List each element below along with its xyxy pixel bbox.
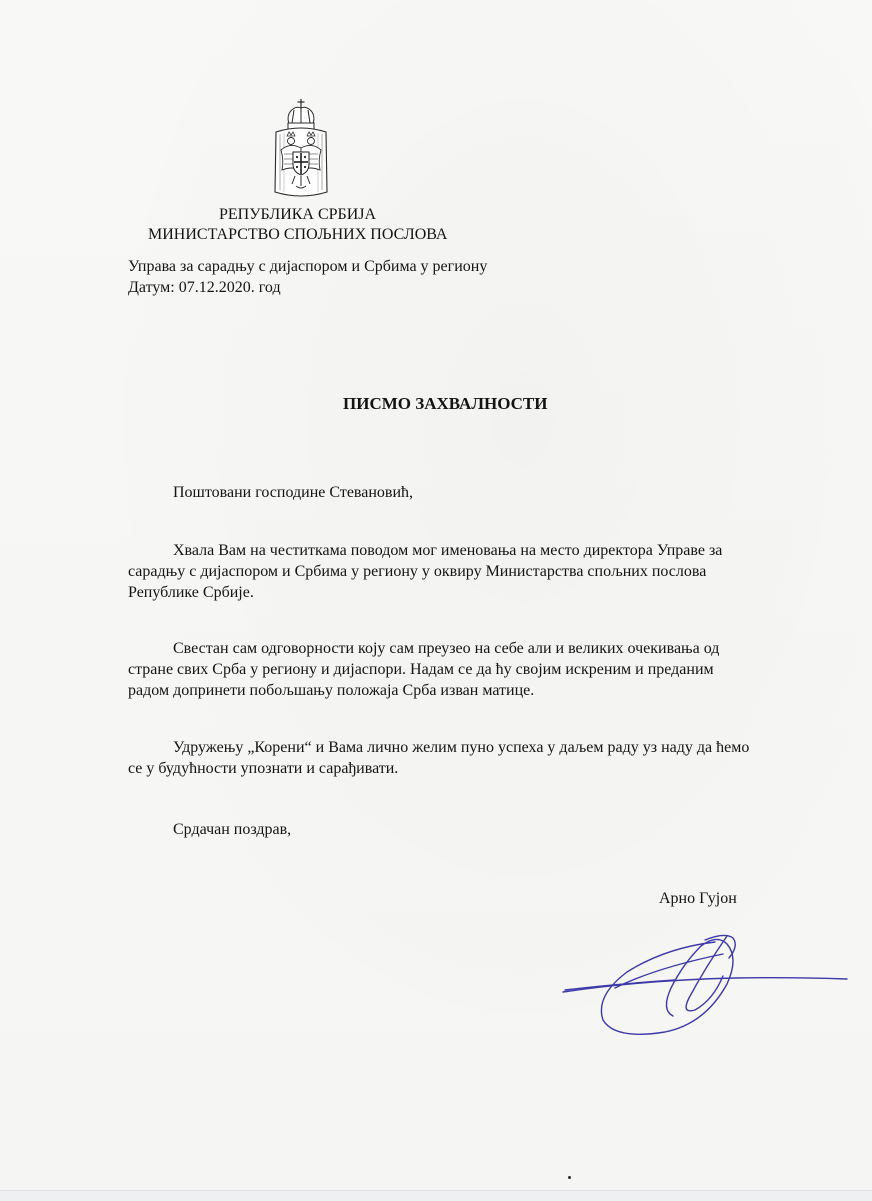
ministry-header-country: РЕПУБЛИКА СРБИЈА: [219, 206, 377, 223]
ministry-header-name: МИНИСТАРСТВО СПОЉНИХ ПОСЛОВА: [148, 226, 448, 243]
body-paragraph-3: [128, 737, 768, 779]
paragraph-line: сарадњу с дијаспором и Србима у региону у оквиру Министарства спољних послова: [128, 563, 707, 580]
letter-title: ПИСМО ЗАХВАЛНОСТИ: [343, 394, 548, 413]
sector-name: Управа за сарадњу с дијаспором и Србима у региону: [128, 258, 488, 275]
salutation: [128, 482, 768, 503]
scan-edge: [0, 1190, 872, 1201]
paragraph-line: Хвала Вам на честиткама поводом мог именовања на место директора Управе за: [173, 542, 723, 559]
paragraph-line: Републике Србије.: [128, 584, 254, 601]
paragraph-line: се у будућности упознати и сарађивати.: [128, 760, 399, 777]
stray-mark: [568, 1176, 571, 1179]
body-paragraph-1: [128, 540, 768, 603]
paragraph-line: Свестан сам одговорности коју сам преузео на себе али и великих очекивања од: [173, 640, 720, 657]
paragraph-line: стране свих Срба у региону и дијаспори. Надам се да ћу својим искреним и преданим: [128, 661, 714, 678]
document-date: Датум: 07.12.2020. год: [128, 279, 281, 296]
closing: [128, 819, 768, 840]
salutation-text: Поштовани господине Стевановић,: [173, 484, 414, 501]
signer-name: Арно Гујон: [659, 890, 737, 907]
handwritten-signature: [555, 928, 855, 1044]
coat-of-arms-icon: [270, 96, 332, 200]
closing-text: Срдачан поздрав,: [173, 821, 292, 838]
body-paragraph-2: [128, 638, 768, 701]
paragraph-line: радом допринети побољшању положаја Срба изван матице.: [128, 682, 535, 699]
paragraph-line: Удружењу „Корени“ и Вама лично желим пуно успеха у даљем раду уз наду да ћемо: [173, 739, 750, 756]
